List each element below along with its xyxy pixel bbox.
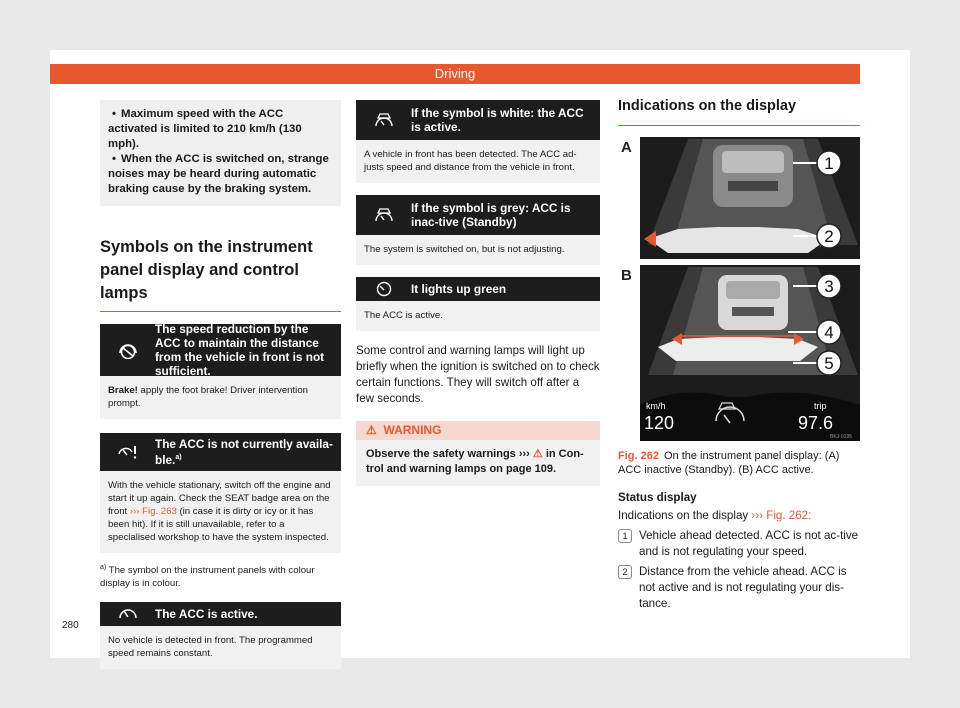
symbol-title: The ACC is not currently availa-ble.$^{a)}$ xyxy=(155,437,333,467)
note-bullet: • Maximum speed with the ACC activated is limited to 210 km/h (130 mph). xyxy=(108,107,333,152)
symbol-header xyxy=(356,100,600,140)
page-number: 280 xyxy=(62,620,79,631)
item-text: Vehicle ahead detected. ACC is not ac-tive and is not regulating your speed. xyxy=(639,529,859,558)
column-left xyxy=(100,100,341,669)
column-right xyxy=(618,100,860,612)
symbol-description: The ACC is active. xyxy=(364,310,443,321)
symbol-description: A vehicle in front has been detected. The ACC ad-justs speed and distance from the vehicle in front. xyxy=(364,149,577,173)
indications-line: Indications on the display ››› Fig. 262: xyxy=(618,509,812,522)
symbol-title: The ACC is active. xyxy=(155,607,258,622)
symbol-header xyxy=(356,277,600,301)
fig-262-link[interactable]: Fig. 262: xyxy=(763,509,812,522)
callout-5 xyxy=(817,351,841,375)
item-number: 1 xyxy=(618,529,632,543)
item-text: Distance from the vehicle ahead. ACC is not active and is not regulating your dis-tance. xyxy=(639,565,847,610)
trip-value: 97.6 xyxy=(798,413,834,433)
acc-standby-icon xyxy=(356,207,411,223)
symbol-block-grey xyxy=(356,195,600,265)
symbol-block-green xyxy=(356,277,600,331)
callout-3 xyxy=(817,274,841,298)
symbol-description: With the vehicle stationary, switch off the engine and start it up again. Check the SEAT badge area on the front ››› Fig. 263 (in case it is dirty or icy or it has been hit). If it is still unavailable, refer to a specialised workshop to have the system inspected. xyxy=(108,480,331,543)
figure-code: BKJ-0195 xyxy=(830,434,852,440)
note-bullet: • When the ACC is switched on, strange noises may be heard during automatic braking cause by the braking system. xyxy=(108,152,333,197)
warning-triangle-icon: ⚠ xyxy=(532,448,543,460)
callout-4 xyxy=(817,320,841,344)
symbol-block-active xyxy=(100,602,341,669)
body-paragraph: Some control and warning lamps will light up briefly when the ignition is switched on to check certain functions. They will switch off after a few seconds. xyxy=(356,344,600,405)
acc-unavailable-icon xyxy=(100,444,155,460)
panel-b-label: B xyxy=(621,267,632,284)
list-item xyxy=(618,528,860,560)
symbol-title: It lights up green xyxy=(411,282,507,296)
symbol-title: If the symbol is white: the ACC is active. xyxy=(411,106,584,134)
subsection-title: Indications on the display xyxy=(618,96,860,126)
warning-header: ⚠ WARNING xyxy=(356,421,600,440)
symbol-block-white xyxy=(356,100,600,183)
symbol-title: If the symbol is grey: ACC is inac-tive (Standby) xyxy=(411,201,571,229)
figure-262 xyxy=(618,135,860,443)
symbol-header xyxy=(100,324,341,376)
symbol-text: apply the foot brake! Driver intervention prompt. xyxy=(108,385,308,409)
instrument-display-illustration xyxy=(618,135,860,443)
column-middle xyxy=(356,100,600,486)
speed-value: 120 xyxy=(644,413,675,433)
brake-label: Brake! xyxy=(108,385,138,396)
acc-active-icon xyxy=(100,607,155,621)
footnote: $^{a)}$ The symbol on the instrument panels with colour display is in colour. xyxy=(100,564,315,590)
fig-263-link[interactable]: Fig. 263 xyxy=(139,506,177,517)
acc-green-icon xyxy=(356,281,411,297)
warning-triangle-icon: ⚠ xyxy=(366,423,377,437)
section-title: Symbols on the instrument panel display and control lamps xyxy=(100,236,341,312)
panel-a-label: A xyxy=(621,139,632,156)
symbol-description: No vehicle is detected in front. The programmed speed remains constant. xyxy=(108,635,313,660)
section-header: Driving xyxy=(50,64,860,84)
svg-text:3: 3 xyxy=(824,277,834,296)
speed-unit: km/h xyxy=(646,401,666,411)
svg-text:4: 4 xyxy=(824,323,834,342)
svg-text:1: 1 xyxy=(824,154,834,173)
warning-box xyxy=(356,421,600,486)
symbol-block-unavailable xyxy=(100,433,341,553)
trip-label: trip xyxy=(814,401,827,411)
warning-text: Observe the safety warnings ››› ⚠ in Con-trol and warning lamps on page 109. xyxy=(366,448,584,475)
symbol-description: The system is switched on, but is not adjusting. xyxy=(364,244,565,255)
callout-1 xyxy=(817,151,841,175)
note-box xyxy=(100,100,341,206)
symbol-header xyxy=(100,602,341,626)
callout-2 xyxy=(817,224,841,248)
figure-caption: Fig. 262 On the instrument panel display: (A) ACC inactive (Standby). (B) ACC active. xyxy=(618,450,840,476)
status-title: Status display xyxy=(618,491,697,504)
item-number: 2 xyxy=(618,565,632,579)
svg-text:5: 5 xyxy=(824,354,834,373)
acc-brake-icon xyxy=(100,341,155,359)
symbol-header xyxy=(356,195,600,235)
symbol-block-brake xyxy=(100,324,341,419)
symbol-header xyxy=(100,433,341,471)
symbol-description xyxy=(100,376,341,419)
acc-vehicle-icon xyxy=(356,112,411,128)
symbol-title: The speed reduction by the ACC to maintain the distance from the vehicle in front is not sufficient. xyxy=(155,322,325,378)
svg-text:2: 2 xyxy=(824,227,834,246)
list-item xyxy=(618,564,860,612)
